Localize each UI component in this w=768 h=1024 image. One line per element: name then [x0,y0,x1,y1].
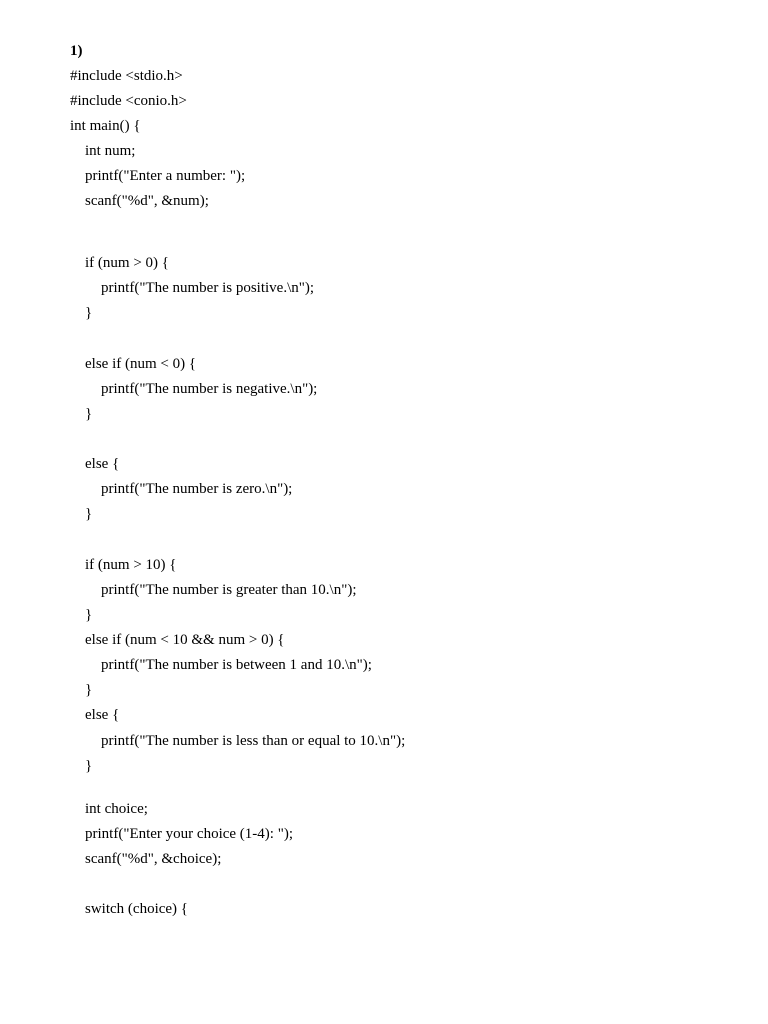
code-line: else { [85,456,120,472]
code-line: if (num > 10) { [85,557,177,573]
code-line: printf("The number is between 1 and 10.\n"); [101,657,372,673]
code-line: } [85,758,93,774]
code-line: switch (choice) { [85,901,188,917]
code-line: printf("The number is negative.\n"); [101,381,318,397]
code-line: else { [85,707,120,723]
code-line: else if (num < 0) { [85,356,197,372]
code-line: printf("Enter a number: "); [85,168,246,184]
code-line: printf("The number is positive.\n"); [101,280,315,296]
code-line: } [85,682,93,698]
code-line: scanf("%d", &choice); [85,851,222,867]
code-line: int num; [85,143,136,159]
code-line: printf("The number is greater than 10.\n"); [101,582,357,598]
code-line: printf("The number is less than or equal to 10.\n"); [101,733,406,749]
code-line: } [85,305,93,321]
code-line: int main() { [70,118,141,134]
code-line: else if (num < 10 && num > 0) { [85,632,285,648]
code-line: } [85,506,93,522]
code-line: } [85,406,93,422]
code-line: printf("Enter your choice (1-4): "); [85,826,294,842]
code-line: #include <conio.h> [70,93,187,109]
code-line: if (num > 0) { [85,255,169,271]
section-heading: 1) [70,43,83,59]
code-line: #include <stdio.h> [70,68,183,84]
code-line: int choice; [85,801,148,817]
code-line: scanf("%d", &num); [85,193,209,209]
code-line: printf("The number is zero.\n"); [101,481,293,497]
code-line: } [85,607,93,623]
